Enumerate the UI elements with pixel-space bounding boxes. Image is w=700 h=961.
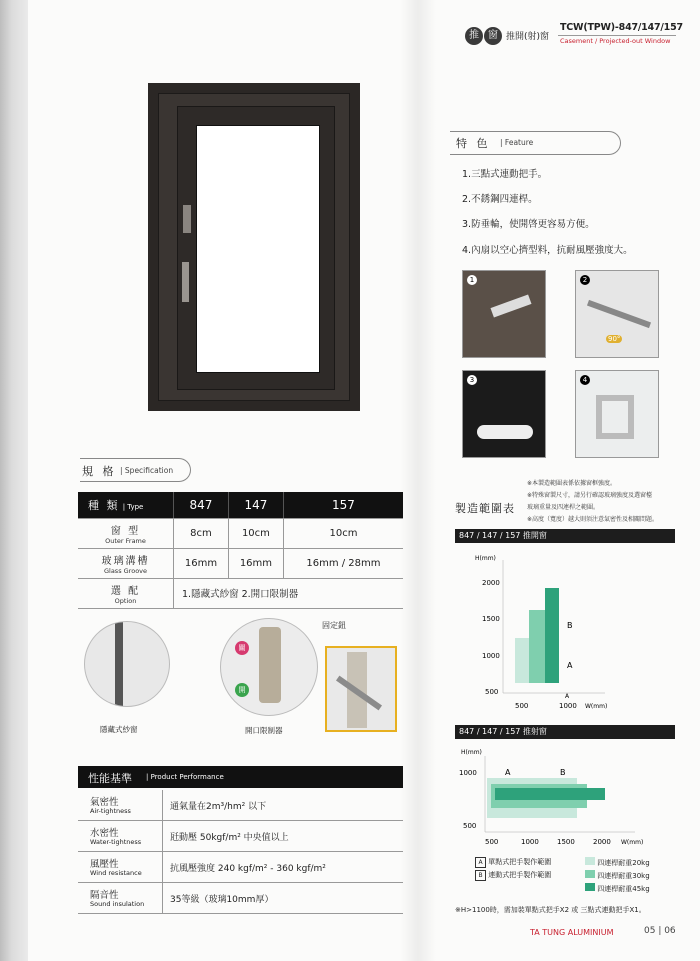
- perf-label-cn: 水密性: [90, 828, 119, 839]
- row-label-cn: 玻璃溝槽: [101, 555, 150, 567]
- legend-item: [475, 870, 551, 881]
- page-fold: [400, 0, 436, 961]
- legend-item: [585, 857, 650, 868]
- legend-swatch-45: [585, 883, 595, 891]
- chart2-region-45: [495, 788, 605, 800]
- spec-cell: 16mm / 28mm: [283, 548, 403, 578]
- legend-item: [585, 883, 650, 894]
- range-note: 玻璃重量及四連桿之範圍。: [527, 504, 600, 511]
- perf-value: 35等級（玻璃10mm厚）: [170, 895, 274, 905]
- row-label-en: Outer Frame: [105, 536, 146, 545]
- perf-label-en: Wind resistance: [90, 869, 142, 877]
- chart2-xtick: 1500: [557, 838, 575, 846]
- option-label-en: Option: [114, 596, 137, 605]
- feature-title-cn: 特 色: [456, 137, 491, 150]
- spec-cell: 16mm: [174, 548, 229, 578]
- option-value: 1.隱藏式紗窗 2.開口限制器: [174, 578, 404, 608]
- row-label-en: Glass Groove: [103, 566, 148, 575]
- chart2: [455, 744, 675, 854]
- photo-badge: 2: [580, 275, 590, 285]
- window-frame: [158, 93, 350, 401]
- header-subtitle: 推開(射)窗: [506, 32, 550, 42]
- perf-label-cn: 氣密性: [90, 797, 119, 808]
- chart2-xtick: 500: [485, 838, 499, 846]
- window-handle-icon: [182, 262, 189, 302]
- chart2-xtick: 2000: [593, 838, 611, 846]
- perf-label-cn: 隔音性: [90, 890, 119, 901]
- footer-brand: TA TUNG ALUMINIUM: [530, 928, 614, 937]
- chart1-ytick: 2000: [482, 579, 500, 587]
- footnote: ※H>1100時，需加裝單點式把手X2 或 三點式連動把手X1。: [455, 906, 646, 914]
- legend-a: 單點式把手製作範圍: [488, 858, 552, 866]
- spec-title-pill: 規 格 | Specification: [80, 458, 191, 482]
- perf-label-cn: 風壓性: [90, 859, 119, 870]
- spec-title-cn: 規 格: [82, 465, 117, 478]
- chart1-xlabel: W(mm): [585, 703, 608, 710]
- header-badge-1: 推: [465, 27, 483, 45]
- range-note: ※特殊窗製尺寸，請另行確認玻璃強度及選窗檯: [527, 492, 653, 499]
- perf-value: 抗風壓強度 240 kgf/m² - 360 kgf/m²: [170, 864, 326, 874]
- perf-value: 通氣量在2m³/hm² 以下: [170, 802, 267, 812]
- angle-label: 90°: [608, 335, 621, 343]
- chart1-title: 847 / 147 / 157 推開窗: [455, 529, 675, 543]
- chart1-xtick: 1000: [559, 702, 577, 710]
- legend-b: 連動式把手製作範圍: [488, 871, 552, 879]
- window-hinge: [183, 205, 191, 233]
- limiter-detail-image: [325, 646, 397, 732]
- perf-label-en: Sound insulation: [90, 900, 145, 908]
- footer-pages: 05 | 06: [644, 926, 676, 936]
- option-label-cn: 選 配: [110, 585, 141, 597]
- legend-swatch-30: [585, 870, 595, 878]
- feature-item: 4.內扇以空心擠型料，抗耐風壓強度大。: [462, 245, 633, 256]
- range-note: ※本製造範圍表係依據窗框強度。: [527, 480, 617, 487]
- range-note: ※高度（寬度）越大則須注意氣密性及相關問題。: [527, 516, 659, 523]
- performance-title-bar: 性能基準 | Product Performance: [78, 766, 403, 788]
- legend-45: 四連桿耐重45kg: [597, 885, 650, 893]
- chart2-xtick: 1000: [521, 838, 539, 846]
- spec-title-en: Specification: [124, 466, 174, 475]
- photo-badge: 4: [580, 375, 590, 385]
- feature-title-en: Feature: [504, 138, 534, 147]
- feature-photo-profile: [575, 370, 659, 458]
- header-model: TCW(TPW)-847/147/157: [560, 22, 683, 33]
- open-badge: 開: [235, 683, 249, 697]
- type-label-cn: 種 類: [88, 498, 120, 512]
- feature-item: 1.三點式連動把手。: [462, 169, 548, 180]
- limiter-body-icon: [259, 627, 281, 703]
- perf-label-en: Water-tightness: [90, 838, 142, 846]
- perf-label-en: Air-tightness: [90, 807, 131, 815]
- left-shadow: [0, 0, 30, 961]
- chart1-region-label: A: [564, 693, 570, 700]
- close-badge: 關: [235, 641, 249, 655]
- chart2-title: 847 / 147 / 157 推射窗: [455, 725, 675, 739]
- window-glass: [196, 125, 320, 373]
- screen-image: [84, 621, 170, 707]
- chart1-region-45: [545, 588, 559, 683]
- chart2-ytick: 500: [463, 822, 477, 830]
- header-badge-2: 窗: [484, 27, 502, 45]
- perf-value: 瓩動壓 50kgf/m² 中央值以上: [170, 833, 289, 843]
- type-col: 147: [228, 492, 283, 518]
- legend-30: 四連桿耐重30kg: [597, 872, 650, 880]
- spec-cell: 10cm: [228, 518, 283, 548]
- chart2-region-label-a: A: [505, 768, 511, 777]
- header-model-en: Casement / Projected-out Window: [560, 37, 671, 45]
- chart1-ytick: 1500: [482, 615, 500, 623]
- chart1-region-label-b: B: [567, 621, 573, 630]
- limiter-image: [220, 618, 318, 716]
- header-rule: [558, 35, 676, 36]
- fixed-button-label: 固定鈕: [322, 621, 346, 630]
- window-sash: [177, 106, 335, 390]
- chart1-ytick: 500: [485, 688, 499, 696]
- photo-badge: 3: [467, 375, 477, 385]
- feature-item: 3.防垂輪，使開啓更容易方便。: [462, 219, 595, 230]
- spec-table: 種 類 | Type 847 147 157 窗 型 Outer Frame 8cm 10cm 10cm 玻璃溝槽 Glass Groove 16mm 16mm 16mm / 28mm 選 配 Option 1.隱藏式紗窗 2.開口限制器: [78, 492, 403, 609]
- chart2-ytick: 1000: [459, 769, 477, 777]
- handle-icon: [490, 294, 531, 317]
- roller-icon: [477, 425, 533, 439]
- chart2-ylabel: H(mm): [461, 749, 482, 756]
- window-image: [148, 83, 360, 411]
- performance-title-cn: 性能基準: [88, 772, 132, 785]
- chart1-ylabel: H(mm): [475, 555, 496, 562]
- legend-swatch-20: [585, 857, 595, 865]
- feature-item: 2.不銹鋼四連桿。: [462, 194, 538, 205]
- feature-photo-handle: [462, 270, 546, 358]
- screen-label: 隱藏式紗窗: [100, 725, 138, 734]
- type-col: 847: [174, 492, 229, 518]
- range-title: 製造範圍表: [455, 502, 515, 515]
- spec-cell: 8cm: [174, 518, 229, 548]
- type-col: 157: [283, 492, 403, 518]
- limiter-label: 開口限制器: [245, 726, 283, 735]
- stay-arm-icon: [587, 300, 651, 328]
- spec-cell: 10cm: [283, 518, 403, 548]
- legend-item: [585, 870, 650, 881]
- performance-title-en: Product Performance: [150, 773, 224, 781]
- screen-frame-icon: [115, 622, 123, 706]
- photo-badge: 1: [467, 275, 477, 285]
- chart1: [455, 548, 675, 713]
- feature-title-pill: 特 色 | Feature: [450, 131, 621, 155]
- legend-b-code: B: [475, 870, 486, 881]
- feature-photo-stay: [575, 270, 659, 358]
- chart1-region-label-a: A: [567, 661, 573, 670]
- spec-cell: 16mm: [228, 548, 283, 578]
- row-label-cn: 窗 型: [110, 525, 141, 537]
- chart2-region-label-b: B: [560, 768, 566, 777]
- chart1-xtick: 500: [515, 702, 529, 710]
- chart1-ytick: 1000: [482, 652, 500, 660]
- legend-a-code: A: [475, 857, 486, 868]
- feature-photo-roller: [462, 370, 546, 458]
- type-label-en: Type: [127, 502, 144, 511]
- profile-icon: [596, 395, 634, 439]
- chart2-xlabel: W(mm): [621, 839, 644, 846]
- legend-20: 四連桿耐重20kg: [597, 859, 650, 867]
- legend-item: [475, 857, 551, 868]
